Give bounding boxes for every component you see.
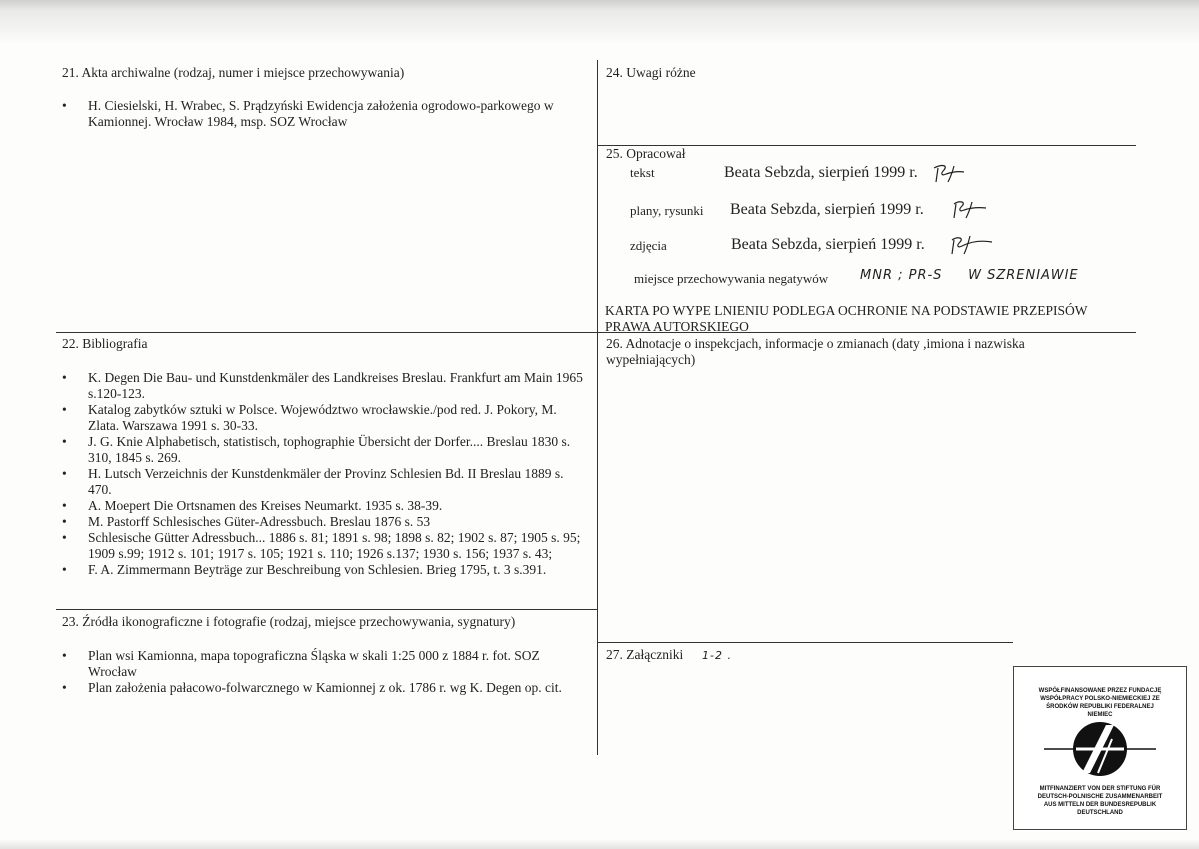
zdjecia-label: zdjęcia	[630, 238, 667, 253]
list-item: • Katalog zabytków sztuki w Polsce. Województwo wrocławskie./pod red. J. Pokory, M. Zlata. Warszawa 1991 s. 30-33.	[62, 402, 557, 433]
section-23-list	[62, 648, 589, 696]
section-23-heading: 23. Źródła ikonograficzne i fotografie (rodzaj, miejsce przechowywania, sygnatury)	[62, 614, 516, 629]
signature-icon	[944, 230, 1004, 258]
logo-text-pl: WSPÓŁFINANSOWANE PRZEZ FUNDACJĘ WSPÓŁPRACY POLSKO-NIEMIECKIEJ ZE ŚRODKÓW REPUBLIKI FEDERALNEJ NIEMIEC	[1038, 688, 1162, 718]
section-22-heading: 22. Bibliografia	[62, 336, 148, 351]
section-22-list	[62, 370, 589, 578]
section-21-heading: 21. Akta archiwalne (rodzaj, numer i miejsce przechowywania)	[62, 65, 405, 80]
list-item: • Plan wsi Kamionna, mapa topograficzna Śląska w skali 1:25 000 z 1884 r. fot. SOZ Wrocław	[62, 648, 540, 679]
list-item: • J. G. Knie Alphabetisch, statistisch, tophographie Übersicht der Dorfer.... Breslau 1830 s. 310, 1845 s. 269.	[62, 434, 571, 465]
zdjecia-value: Beata Sebzda, sierpień 1999 r.	[731, 236, 925, 253]
section-26-heading: 26. Adnotacje o inspekcjach, informacje o zmianach (daty ,imiona i nazwiska wypełniających)	[606, 336, 1025, 367]
signature-icon	[946, 196, 1006, 222]
list-item: • H. Ciesielski, H. Wrabec, S. Prądzyński Ewidencja założenia ogrodowo-parkowego w Kamionnej. Wrocław 1984, msp. SOZ Wrocław	[62, 98, 554, 129]
section-27-value: 1-2 .	[702, 649, 732, 662]
logo-text-de: MITFINANZIERT VON DER STIFTUNG FÜR DEUTSCH-POLNISCHE ZUSAMMENARBEIT AUS MITTELN DER BUNDESREPUBLIK DEUTSCHLAND	[1037, 786, 1163, 816]
divider-23	[56, 609, 597, 610]
tekst-label: tekst	[630, 165, 655, 180]
divider-27	[597, 642, 1013, 643]
list-item: • Schlesische Gütter Adressbuch... 1886 s. 81; 1891 s. 98; 1898 s. 82; 1902 s. 87; 1905 s. 95; 1909 s.99; 1912 s. 101; 1917 s. 105; 1921 s. 110; 1926 s.137; 1930 s. 156; 1937 s. 43;	[62, 530, 581, 561]
list-item: • H. Lutsch Verzeichnis der Kunstdenkmäler der Provinz Schlesien Bd. II Breslau 1889 s. 470.	[62, 466, 564, 497]
section-27-heading: 27. Załączniki	[606, 647, 684, 662]
negatywy-value: MNR ; PR-S W SZRENIAWIE	[860, 268, 1079, 283]
list-item: • F. A. Zimmermann Beyträge zur Beschreibung von Schlesien. Brieg 1795, t. 3 s.391.	[62, 562, 547, 577]
tekst-value: Beata Sebzda, sierpień 1999 r.	[724, 164, 918, 181]
scan-bottom-edge	[0, 839, 1199, 849]
negatywy-label: miejsce przechowywania negatywów	[634, 271, 829, 286]
foundation-logo-box	[1013, 666, 1187, 830]
list-item: • K. Degen Die Bau- und Kunstdenkmäler des Landkreises Breslau. Frankfurt am Main 1965 s.120-123.	[62, 370, 583, 401]
section-21-list	[62, 98, 589, 130]
section-24-heading: 24. Uwagi różne	[606, 65, 696, 80]
copyright-notice: KARTA PO WYPE LNIENIU PODLEGA OCHRONIE NA PODSTAWIE PRZEPISÓW PRAWA AUTORSKIEGO	[605, 303, 1088, 334]
list-item: • M. Pastorff Schlesisches Güter-Adressbuch. Breslau 1876 s. 53	[62, 514, 431, 529]
scan-top-edge	[0, 0, 1199, 44]
signature-icon	[930, 160, 1000, 186]
center-vertical-divider	[597, 60, 598, 755]
section-25-heading: 25. Opracował	[606, 146, 686, 161]
foundation-logo-icon	[1040, 719, 1160, 785]
list-item: • A. Moepert Die Ortsnamen des Kreises Neumarkt. 1935 s. 38-39.	[62, 498, 443, 513]
plany-value: Beata Sebzda, sierpień 1999 r.	[730, 201, 924, 218]
list-item: • Plan założenia pałacowo-folwarcznego w Kamionnej z ok. 1786 r. wg K. Degen op. cit.	[62, 680, 562, 695]
plany-label: plany, rysunki	[630, 203, 704, 218]
